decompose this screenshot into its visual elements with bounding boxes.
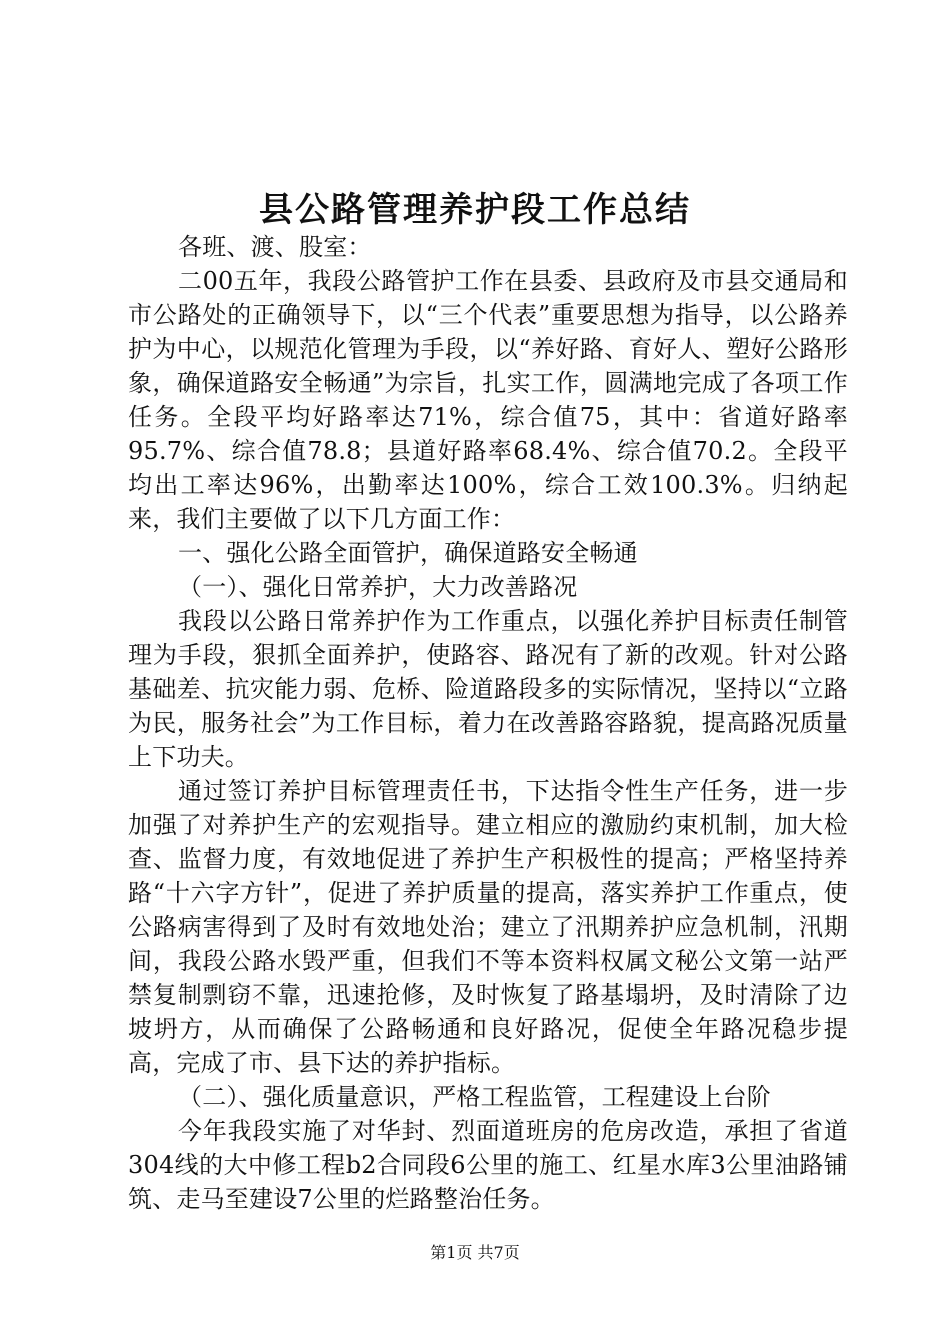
paragraph-intro: 二00五年，我段公路管护工作在县委、县政府及市县交通局和市公路处的正确领导下，以“三个代表”重要思想为指导，以公路养护为中心，以规范化管理为手段，以“养好路、育好人、塑好公路形象，确保道路安全畅通”为宗旨，扎实工作，圆满地完成了各项工作任务。全段平均好路率达71%，综合值75，其中：省道好路率95.7%、综合值78.8；县道好路率68.4%、综合值70.2。全段平均出工率达96%，出勤率达100%，综合工效100.3%。归纳起来，我们主要做了以下几方面工作： [128, 267, 848, 533]
salutation: 各班、渡、股室： [178, 233, 372, 261]
page-footer: 第1页 共7页 [430, 1243, 520, 1262]
paragraph-daily-maintenance: 我段以公路日常养护作为工作重点，以强化养护目标责任制管理为手段，狠抓全面养护，使路容、路况有了新的改观。针对公路基础差、抗灾能力弱、危桥、险道路段多的实际情况，坚持以“立路为民，服务社会”为工作目标，着力在改善路容路貌，提高路况质量上下功夫。 [128, 607, 848, 771]
section-heading-1: 一、强化公路全面管护，确保道路安全畅通 [178, 539, 638, 567]
document-title: 县公路管理养护段工作总结 [259, 190, 691, 230]
paragraph-responsibility: 通过签订养护目标管理责任书，下达指令性生产任务，进一步加强了对养护生产的宏观指导。建立相应的激励约束机制，加大检查、监督力度，有效地促进了养护生产积极性的提高；严格坚持养路“十六字方针”，促进了养护质量的提高，落实养护工作重点，使公路病害得到了及时有效地处治；建立了汛期养护应急机制，汛期间，我段公路水毁严重，但我们不等本资料权属文秘公文第一站严禁复制剽窃不靠，迅速抢修，及时恢复了路基塌坍，及时清除了边坡坍方，从而确保了公路畅通和良好路况，促使全年路况稳步提高，完成了市、县下达的养护指标。 [128, 777, 848, 1077]
document-body [128, 230, 848, 1216]
subsection-heading-2: （二）、强化质量意识，严格工程监管，工程建设上台阶 [178, 1083, 771, 1111]
subsection-heading-1: （一）、强化日常养护，大力改善路况 [178, 573, 578, 601]
paragraph-construction: 今年我段实施了对华封、烈面道班房的危房改造，承担了省道304线的大中修工程b2合同段6公里的施工、红星水库3公里油路铺筑、走马至建设7公里的烂路整治任务。 [128, 1117, 848, 1213]
